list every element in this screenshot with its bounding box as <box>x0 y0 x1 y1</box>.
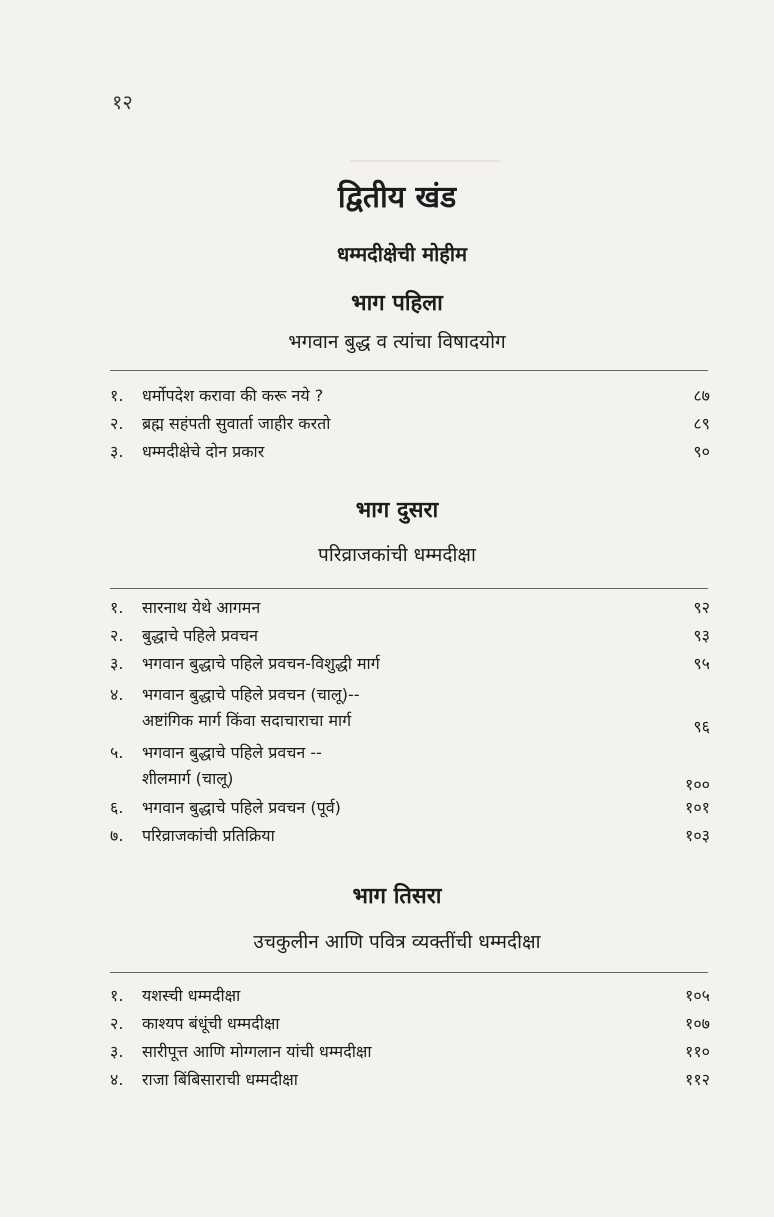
entry-page: ९० <box>693 442 710 461</box>
entry-page: १०५ <box>685 986 710 1005</box>
entry-title: बुद्धाचे पहिले प्रवचन <box>142 626 259 645</box>
entry-number: १. <box>110 598 124 617</box>
toc-list-part-2 <box>110 598 710 854</box>
toc-entry[interactable] <box>110 826 710 854</box>
toc-entry[interactable] <box>110 386 710 414</box>
entry-page: १०० <box>685 775 710 794</box>
entry-number: ४. <box>110 1070 124 1089</box>
entry-title: धर्मोपदेश करावा की करू नये ? <box>142 386 324 405</box>
part-3-subtitle: उचकुलीन आणि पवित्र व्यक्तींची धम्मदीक्षा <box>253 931 541 953</box>
entry-page: ११२ <box>685 1070 710 1089</box>
entry-title: सारनाथ येथे आगमन <box>142 598 261 617</box>
entry-title: भगवान बुद्धाचे पहिले प्रवचन -- <box>142 743 322 762</box>
part-3-heading: भाग तिसरा <box>352 884 442 909</box>
toc-entry[interactable] <box>110 1070 710 1098</box>
entry-page: ९२ <box>693 598 710 617</box>
entry-title: परिव्राजकांची प्रतिक्रिया <box>142 826 275 845</box>
divider <box>110 370 708 371</box>
part-1-heading: भाग पहिला <box>351 291 443 316</box>
section-title: द्वितीय खंड <box>337 180 457 215</box>
entry-title: भगवान बुद्धाचे पहिले प्रवचन (पूर्व) <box>142 798 341 817</box>
entry-number: ७. <box>110 826 124 845</box>
entry-page: ९५ <box>693 654 710 673</box>
entry-number: ४. <box>110 685 124 704</box>
toc-entry[interactable] <box>110 626 710 654</box>
part-2-heading: भाग दुसरा <box>355 498 439 523</box>
entry-title: सारीपूत्त आणि मोग्गलान यांची धम्मदीक्षा <box>142 1042 372 1061</box>
entry-title: भगवान बुद्धाचे पहिले प्रवचन-विशुद्धी मार्ग <box>142 654 380 673</box>
section-subtitle: धम्मदीक्षेची मोहीम <box>336 242 468 266</box>
entry-number: ३. <box>110 1042 124 1061</box>
toc-entry[interactable] <box>110 654 710 682</box>
toc-entry[interactable] <box>110 986 710 1014</box>
entry-title: धम्मदीक्षेचे दोन प्रकार <box>142 442 265 461</box>
entry-number: ६. <box>110 798 124 817</box>
entry-page: १०१ <box>685 798 710 817</box>
entry-title-continued: अष्टांगिक मार्ग किंवा सदाचाराचा मार्ग <box>142 711 352 730</box>
page-number: १२ <box>112 90 133 114</box>
entry-number: ५. <box>110 743 124 762</box>
entry-page: ९६ <box>693 717 710 736</box>
toc-entry[interactable] <box>110 798 710 826</box>
entry-page: ८९ <box>693 414 710 433</box>
divider <box>110 972 708 973</box>
entry-title: भगवान बुद्धाचे पहिले प्रवचन (चालू)-- <box>142 685 360 704</box>
toc-list-part-1 <box>110 386 710 470</box>
entry-title: राजा बिंबिसाराची धम्मदीक्षा <box>142 1070 298 1089</box>
toc-entry[interactable] <box>110 682 710 740</box>
entry-page: ११० <box>685 1042 710 1061</box>
toc-entry[interactable] <box>110 414 710 442</box>
part-1-subtitle: भगवान बुद्ध व त्यांचा विषादयोग <box>288 331 506 353</box>
entry-number: ३. <box>110 442 124 461</box>
entry-number: २. <box>110 626 124 645</box>
toc-entry[interactable] <box>110 442 710 470</box>
entry-page: १०७ <box>685 1014 710 1033</box>
entry-title: ब्रह्म सहंपती सुवार्ता जाहीर करतो <box>142 414 331 433</box>
entry-number: १. <box>110 986 124 1005</box>
entry-number: २. <box>110 414 124 433</box>
entry-title: यशस्ची धम्मदीक्षा <box>142 986 241 1005</box>
entry-page: ९३ <box>693 626 710 645</box>
entry-number: ३. <box>110 654 124 673</box>
part-2-subtitle: परिव्राजकांची धम्मदीक्षा <box>318 544 476 566</box>
entry-number: १. <box>110 386 124 405</box>
entry-number: २. <box>110 1014 124 1033</box>
divider <box>110 588 708 589</box>
entry-page: १०३ <box>685 826 710 845</box>
toc-entry[interactable] <box>110 1014 710 1042</box>
toc-entry[interactable] <box>110 740 710 798</box>
toc-entry[interactable] <box>110 598 710 626</box>
toc-list-part-3 <box>110 986 710 1098</box>
entry-title: काश्यप बंधूंची धम्मदीक्षा <box>142 1014 280 1033</box>
entry-page: ८७ <box>693 386 710 405</box>
entry-title-continued: शीलमार्ग (चालू) <box>142 769 234 788</box>
toc-entry[interactable] <box>110 1042 710 1070</box>
